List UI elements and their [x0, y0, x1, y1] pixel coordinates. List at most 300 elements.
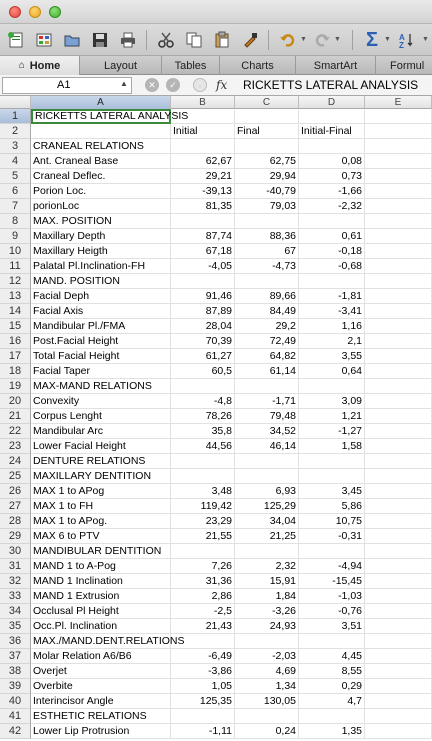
- cell-c[interactable]: 2,32: [235, 559, 299, 574]
- row-header[interactable]: 36: [0, 634, 31, 649]
- cell-c[interactable]: 29,94: [235, 169, 299, 184]
- cell-e[interactable]: [365, 319, 432, 334]
- sort-dropdown-icon[interactable]: ▼: [422, 36, 429, 43]
- row-header[interactable]: 32: [0, 574, 31, 589]
- cell-c[interactable]: 1,34: [235, 679, 299, 694]
- name-box-stepper-icon[interactable]: ▲: [120, 79, 128, 88]
- cell-a[interactable]: Craneal Deflec.: [31, 169, 171, 184]
- row-header[interactable]: 9: [0, 229, 31, 244]
- cell-e[interactable]: [365, 634, 432, 649]
- row-header[interactable]: 18: [0, 364, 31, 379]
- print-icon[interactable]: [116, 28, 140, 52]
- cell-b[interactable]: 44,56: [171, 439, 235, 454]
- cell-d[interactable]: 4,7: [299, 694, 365, 709]
- row-header[interactable]: 10: [0, 244, 31, 259]
- cell-e[interactable]: [365, 694, 432, 709]
- cell-b[interactable]: 60,5: [171, 364, 235, 379]
- cell-b[interactable]: 87,74: [171, 229, 235, 244]
- column-header-c[interactable]: C: [235, 96, 299, 109]
- cell-b[interactable]: [171, 454, 235, 469]
- cell-b[interactable]: 78,26: [171, 409, 235, 424]
- cell-a[interactable]: MAX 1 to APog: [31, 484, 171, 499]
- cell-e[interactable]: [365, 139, 432, 154]
- cell-b[interactable]: [171, 139, 235, 154]
- new-sheet-icon[interactable]: [4, 28, 28, 52]
- cell-a[interactable]: Ant. Craneal Base: [31, 154, 171, 169]
- cell-e[interactable]: [365, 499, 432, 514]
- cell-b[interactable]: 1,05: [171, 679, 235, 694]
- undo-icon[interactable]: [276, 28, 300, 52]
- cell-a[interactable]: DENTURE RELATIONS: [31, 454, 171, 469]
- cell-e[interactable]: [365, 664, 432, 679]
- autosum-icon[interactable]: Σ: [365, 28, 378, 51]
- cell-b[interactable]: -4,05: [171, 259, 235, 274]
- function-wizard-icon[interactable]: ·: [193, 78, 207, 92]
- row-header[interactable]: 23: [0, 439, 31, 454]
- fx-label: fx: [216, 78, 228, 92]
- cell-e[interactable]: [365, 439, 432, 454]
- column-header-d[interactable]: D: [299, 96, 365, 109]
- gallery-icon[interactable]: [32, 28, 56, 52]
- cell-a[interactable]: Molar Relation A6/B6: [31, 649, 171, 664]
- row-header[interactable]: 24: [0, 454, 31, 469]
- row-header[interactable]: 35: [0, 619, 31, 634]
- confirm-entry-icon[interactable]: ✓: [166, 78, 180, 92]
- cell-d[interactable]: Initial-Final: [299, 124, 365, 139]
- cell-d[interactable]: [299, 379, 365, 394]
- cell-c[interactable]: 6,93: [235, 484, 299, 499]
- cell-d[interactable]: -1,27: [299, 424, 365, 439]
- cell-a[interactable]: MAX 6 to PTV: [31, 529, 171, 544]
- cell-d[interactable]: [299, 544, 365, 559]
- cell-e[interactable]: [365, 529, 432, 544]
- cell-a[interactable]: Interincisor Angle: [31, 694, 171, 709]
- cell-e[interactable]: [365, 679, 432, 694]
- paste-icon[interactable]: [210, 28, 234, 52]
- row-header[interactable]: 33: [0, 589, 31, 604]
- cell-c[interactable]: [235, 454, 299, 469]
- cell-d[interactable]: [299, 634, 365, 649]
- autosum-dropdown-icon[interactable]: ▼: [384, 36, 391, 43]
- cell-b[interactable]: 2,86: [171, 589, 235, 604]
- cell-a[interactable]: Facial Deph: [31, 289, 171, 304]
- cell-d[interactable]: 5,86: [299, 499, 365, 514]
- cell-d[interactable]: 4,45: [299, 649, 365, 664]
- cell-b[interactable]: 35,8: [171, 424, 235, 439]
- cell-e[interactable]: [365, 604, 432, 619]
- cell-e[interactable]: [365, 559, 432, 574]
- cell-a[interactable]: MAX./MAND.DENT.RELATIONS: [33, 635, 185, 647]
- table-row: [0, 199, 432, 214]
- cell-d[interactable]: 0,08: [299, 154, 365, 169]
- format-icon[interactable]: [238, 28, 262, 52]
- cell-b[interactable]: 3,48: [171, 484, 235, 499]
- table-row: [0, 319, 432, 334]
- cell-d[interactable]: 1,16: [299, 319, 365, 334]
- cell-d[interactable]: -0,31: [299, 529, 365, 544]
- cell-e[interactable]: [365, 619, 432, 634]
- cell-c[interactable]: 72,49: [235, 334, 299, 349]
- cell-b[interactable]: 29,21: [171, 169, 235, 184]
- cell-d[interactable]: 3,09: [299, 394, 365, 409]
- table-row: [0, 634, 432, 649]
- cell-c[interactable]: [235, 469, 299, 484]
- cell-c[interactable]: 0,24: [235, 724, 299, 739]
- cell-b[interactable]: [171, 634, 235, 649]
- cell-d[interactable]: 0,64: [299, 364, 365, 379]
- cell-a[interactable]: Facial Taper: [31, 364, 171, 379]
- open-icon[interactable]: [60, 28, 84, 52]
- row-header[interactable]: 3: [0, 139, 31, 154]
- cell-e[interactable]: [365, 454, 432, 469]
- cell-c[interactable]: -1,71: [235, 394, 299, 409]
- cell-b[interactable]: [171, 214, 235, 229]
- cell-b[interactable]: 62,67: [171, 154, 235, 169]
- cell-e[interactable]: [365, 724, 432, 739]
- row-header[interactable]: 16: [0, 334, 31, 349]
- cell-a[interactable]: Maxillary Depth: [31, 229, 171, 244]
- cell-e[interactable]: [365, 199, 432, 214]
- cell-d[interactable]: -15,45: [299, 574, 365, 589]
- row-header[interactable]: 1: [0, 109, 31, 124]
- select-all-corner[interactable]: [0, 96, 31, 109]
- title-bar: [0, 0, 432, 24]
- cell-c[interactable]: [235, 139, 299, 154]
- cell-b[interactable]: -4,8: [171, 394, 235, 409]
- cell-a[interactable]: Occ.Pl. Inclination: [31, 619, 171, 634]
- row-header[interactable]: 6: [0, 184, 31, 199]
- row-header[interactable]: 14: [0, 304, 31, 319]
- tab-tables[interactable]: Tables: [162, 56, 220, 75]
- row-header[interactable]: 4: [0, 154, 31, 169]
- cell-a[interactable]: porionLoc: [31, 199, 171, 214]
- undo-dropdown-icon[interactable]: ▼: [300, 36, 307, 43]
- row-header[interactable]: 8: [0, 214, 31, 229]
- cell-e[interactable]: [365, 709, 432, 724]
- row-header[interactable]: 19: [0, 379, 31, 394]
- cell-d[interactable]: [299, 454, 365, 469]
- cell-b[interactable]: 7,26: [171, 559, 235, 574]
- minimize-window-button[interactable]: [29, 6, 41, 18]
- cell-c[interactable]: 88,36: [235, 229, 299, 244]
- cell-d[interactable]: -0,18: [299, 244, 365, 259]
- cell-a[interactable]: [31, 124, 171, 139]
- cell-e[interactable]: [365, 244, 432, 259]
- row-header[interactable]: 42: [0, 724, 31, 739]
- cell-c[interactable]: [235, 274, 299, 289]
- cell-a[interactable]: Lower Facial Height: [31, 439, 171, 454]
- row-header[interactable]: 41: [0, 709, 31, 724]
- cell-c[interactable]: 67: [235, 244, 299, 259]
- cell-e[interactable]: [365, 289, 432, 304]
- cell-d[interactable]: 2,1: [299, 334, 365, 349]
- tab-charts[interactable]: Charts: [220, 56, 296, 75]
- cell-e[interactable]: [365, 379, 432, 394]
- cell-b[interactable]: -1,11: [171, 724, 235, 739]
- cell-c[interactable]: 1,84: [235, 589, 299, 604]
- cell-a[interactable]: Mandibular Arc: [31, 424, 171, 439]
- column-header-b[interactable]: B: [171, 96, 235, 109]
- cell-d[interactable]: -3,41: [299, 304, 365, 319]
- cell-b[interactable]: 119,42: [171, 499, 235, 514]
- cell-e[interactable]: [365, 229, 432, 244]
- table-row: [0, 619, 432, 634]
- cell-d[interactable]: 0,61: [299, 229, 365, 244]
- row-header[interactable]: 40: [0, 694, 31, 709]
- cell-c[interactable]: 24,93: [235, 619, 299, 634]
- cell-c[interactable]: 15,91: [235, 574, 299, 589]
- column-header-a[interactable]: A: [31, 96, 171, 109]
- cell-c[interactable]: 34,04: [235, 514, 299, 529]
- cell-a[interactable]: MANDIBULAR DENTITION: [31, 544, 171, 559]
- cell-e[interactable]: [365, 304, 432, 319]
- cell-b[interactable]: 91,46: [171, 289, 235, 304]
- row-header[interactable]: 37: [0, 649, 31, 664]
- row-header[interactable]: 20: [0, 394, 31, 409]
- cell-e[interactable]: [365, 589, 432, 604]
- copy-icon[interactable]: [182, 28, 206, 52]
- cell-b[interactable]: 61,27: [171, 349, 235, 364]
- cell-e[interactable]: [365, 469, 432, 484]
- cell-a[interactable]: Corpus Lenght: [31, 409, 171, 424]
- cell-b[interactable]: -3,86: [171, 664, 235, 679]
- table-row: [0, 109, 432, 124]
- cell-a[interactable]: MAX 1 to FH: [31, 499, 171, 514]
- row-header[interactable]: 13: [0, 289, 31, 304]
- cell-a[interactable]: Occlusal Pl Height: [31, 604, 171, 619]
- table-row: [0, 289, 432, 304]
- cell-b[interactable]: 21,55: [171, 529, 235, 544]
- sort-icon[interactable]: [396, 28, 420, 52]
- row-header[interactable]: 34: [0, 604, 31, 619]
- column-header-e[interactable]: E: [365, 96, 432, 109]
- cell-a[interactable]: MAX-MAND RELATIONS: [31, 379, 171, 394]
- cell-c[interactable]: 64,82: [235, 349, 299, 364]
- table-row: [0, 499, 432, 514]
- tab-home[interactable]: ⌂ Home: [0, 56, 80, 75]
- cell-c[interactable]: 125,29: [235, 499, 299, 514]
- cell-c[interactable]: 4,69: [235, 664, 299, 679]
- cell-a[interactable]: Overjet: [31, 664, 171, 679]
- cell-a[interactable]: MAND 1 to A-Pog: [31, 559, 171, 574]
- cell-c[interactable]: 46,14: [235, 439, 299, 454]
- cell-a[interactable]: CRANEAL RELATIONS: [31, 139, 171, 154]
- cell-d[interactable]: 1,35: [299, 724, 365, 739]
- row-header[interactable]: 29: [0, 529, 31, 544]
- row-header[interactable]: 22: [0, 424, 31, 439]
- cell-d[interactable]: -0,76: [299, 604, 365, 619]
- row-header[interactable]: 26: [0, 484, 31, 499]
- tab-formulas[interactable]: Formul: [390, 59, 425, 72]
- cell-d[interactable]: [299, 709, 365, 724]
- row-header[interactable]: 21: [0, 409, 31, 424]
- cell-c[interactable]: 61,14: [235, 364, 299, 379]
- row-header[interactable]: 28: [0, 514, 31, 529]
- cell-c[interactable]: 84,49: [235, 304, 299, 319]
- cell-c[interactable]: [235, 214, 299, 229]
- cell-e[interactable]: [365, 364, 432, 379]
- cell-a[interactable]: Lower Lip Protrusion: [31, 724, 171, 739]
- cell-c[interactable]: 29,2: [235, 319, 299, 334]
- table-row: [0, 649, 432, 664]
- row-header[interactable]: 12: [0, 274, 31, 289]
- cell-e[interactable]: [365, 259, 432, 274]
- row-header[interactable]: 2: [0, 124, 31, 139]
- cell-a[interactable]: Total Facial Height: [31, 349, 171, 364]
- cell-d[interactable]: 3,51: [299, 619, 365, 634]
- cell-a[interactable]: Post.Facial Height: [31, 334, 171, 349]
- cell-d[interactable]: [299, 139, 365, 154]
- cancel-entry-icon[interactable]: ✕: [145, 78, 159, 92]
- cell-a[interactable]: RICKETTS LATERAL ANALYSIS: [31, 109, 171, 124]
- cell-b[interactable]: -6,49: [171, 649, 235, 664]
- cell-a[interactable]: Maxillary Heigth: [31, 244, 171, 259]
- cell-e[interactable]: [365, 394, 432, 409]
- cell-a[interactable]: Porion Loc.: [31, 184, 171, 199]
- cell-b[interactable]: 28,04: [171, 319, 235, 334]
- cell-d[interactable]: 0,29: [299, 679, 365, 694]
- row-header[interactable]: 27: [0, 499, 31, 514]
- cell-e[interactable]: [365, 649, 432, 664]
- cell-b[interactable]: [171, 469, 235, 484]
- cell-e[interactable]: [365, 424, 432, 439]
- cell-d[interactable]: -2,32: [299, 199, 365, 214]
- cell-c[interactable]: 89,66: [235, 289, 299, 304]
- redo-dropdown-icon[interactable]: ▼: [334, 36, 341, 43]
- cell-c[interactable]: -2,03: [235, 649, 299, 664]
- row-header[interactable]: 17: [0, 349, 31, 364]
- cell-a[interactable]: Palatal Pl.Inclination-FH: [31, 259, 171, 274]
- cell-b[interactable]: 21,43: [171, 619, 235, 634]
- cell-a[interactable]: MAX 1 to APog.: [31, 514, 171, 529]
- cell-d[interactable]: 1,21: [299, 409, 365, 424]
- close-window-button[interactable]: [9, 6, 21, 18]
- cell-c[interactable]: [235, 544, 299, 559]
- cell-b[interactable]: 67,18: [171, 244, 235, 259]
- cell-e[interactable]: [365, 214, 432, 229]
- cell-c[interactable]: [235, 379, 299, 394]
- cell-e[interactable]: [365, 274, 432, 289]
- cell-a[interactable]: MAX. POSITION: [31, 214, 171, 229]
- cell-c[interactable]: -4,73: [235, 259, 299, 274]
- cell-d[interactable]: -1,81: [299, 289, 365, 304]
- cell-d[interactable]: 3,55: [299, 349, 365, 364]
- cell-c[interactable]: 79,48: [235, 409, 299, 424]
- cell-d[interactable]: [299, 469, 365, 484]
- name-box[interactable]: A1: [2, 77, 132, 94]
- cell-c[interactable]: -3,26: [235, 604, 299, 619]
- cell-e[interactable]: [365, 334, 432, 349]
- cell-e[interactable]: [365, 154, 432, 169]
- row-header[interactable]: 30: [0, 544, 31, 559]
- cell-b[interactable]: -2,5: [171, 604, 235, 619]
- row-header[interactable]: 7: [0, 199, 31, 214]
- cell-d[interactable]: 3,45: [299, 484, 365, 499]
- row-header[interactable]: 38: [0, 664, 31, 679]
- cell-a[interactable]: MAND 1 Extrusion: [31, 589, 171, 604]
- cell-e[interactable]: [365, 514, 432, 529]
- cell-d[interactable]: [299, 274, 365, 289]
- cell-d[interactable]: 0,73: [299, 169, 365, 184]
- cut-icon[interactable]: [154, 28, 178, 52]
- cell-c[interactable]: Final: [235, 124, 299, 139]
- zoom-window-button[interactable]: [49, 6, 61, 18]
- cell-b[interactable]: 70,39: [171, 334, 235, 349]
- cell-b[interactable]: 31,36: [171, 574, 235, 589]
- cell-d[interactable]: [299, 109, 365, 124]
- cell-c[interactable]: [235, 709, 299, 724]
- cell-e[interactable]: [365, 124, 432, 139]
- cell-c[interactable]: 79,03: [235, 199, 299, 214]
- cell-b[interactable]: 125,35: [171, 694, 235, 709]
- cell-d[interactable]: [299, 214, 365, 229]
- row-header[interactable]: 39: [0, 679, 31, 694]
- cell-a[interactable]: MAXILLARY DENTITION: [31, 469, 171, 484]
- cell-b[interactable]: 23,29: [171, 514, 235, 529]
- tab-layout[interactable]: Layout: [80, 56, 162, 75]
- cell-c[interactable]: 62,75: [235, 154, 299, 169]
- redo-icon[interactable]: [310, 28, 334, 52]
- row-header[interactable]: 11: [0, 259, 31, 274]
- cell-c[interactable]: 21,25: [235, 529, 299, 544]
- cell-a[interactable]: Mandibular Pl./FMA: [31, 319, 171, 334]
- cell-e[interactable]: [365, 109, 432, 124]
- cell-a[interactable]: Facial Axis: [31, 304, 171, 319]
- cell-c[interactable]: 130,05: [235, 694, 299, 709]
- cell-b[interactable]: -39,13: [171, 184, 235, 199]
- cell-c[interactable]: [235, 634, 299, 649]
- cell-d[interactable]: 1,58: [299, 439, 365, 454]
- cell-c[interactable]: 34,52: [235, 424, 299, 439]
- table-row: [0, 664, 432, 679]
- cell-c[interactable]: -40,79: [235, 184, 299, 199]
- cell-b[interactable]: 87,89: [171, 304, 235, 319]
- cell-b[interactable]: Initial: [171, 124, 235, 139]
- cell-d[interactable]: -4,94: [299, 559, 365, 574]
- row-header[interactable]: 5: [0, 169, 31, 184]
- cell-b[interactable]: [171, 274, 235, 289]
- row-header[interactable]: 15: [0, 319, 31, 334]
- cell-a[interactable]: ESTHETIC RELATIONS: [31, 709, 171, 724]
- cell-e[interactable]: [365, 184, 432, 199]
- save-icon[interactable]: [88, 28, 112, 52]
- cell-d[interactable]: 8,55: [299, 664, 365, 679]
- cell-b[interactable]: 81,35: [171, 199, 235, 214]
- cell-a[interactable]: MAND 1 Inclination: [31, 574, 171, 589]
- cell-b[interactable]: [171, 709, 235, 724]
- cell-d[interactable]: -0,68: [299, 259, 365, 274]
- cell-e[interactable]: [365, 349, 432, 364]
- row-header[interactable]: 31: [0, 559, 31, 574]
- cell-a[interactable]: MAND. POSITION: [31, 274, 171, 289]
- formula-content[interactable]: RICKETTS LATERAL ANALYSIS: [243, 78, 419, 92]
- cell-d[interactable]: -1,66: [299, 184, 365, 199]
- cell-d[interactable]: 10,75: [299, 514, 365, 529]
- cell-e[interactable]: [365, 574, 432, 589]
- cell-a[interactable]: Overbite: [31, 679, 171, 694]
- cell-e[interactable]: [365, 544, 432, 559]
- cell-b[interactable]: [171, 379, 235, 394]
- cell-e[interactable]: [365, 169, 432, 184]
- row-header[interactable]: 25: [0, 469, 31, 484]
- tab-smartart[interactable]: SmartArt: [296, 56, 376, 75]
- cell-c[interactable]: [235, 109, 299, 124]
- cell-e[interactable]: [365, 409, 432, 424]
- cell-e[interactable]: [365, 484, 432, 499]
- cell-b[interactable]: [171, 544, 235, 559]
- cell-a[interactable]: Convexity: [31, 394, 171, 409]
- cell-d[interactable]: -1,03: [299, 589, 365, 604]
